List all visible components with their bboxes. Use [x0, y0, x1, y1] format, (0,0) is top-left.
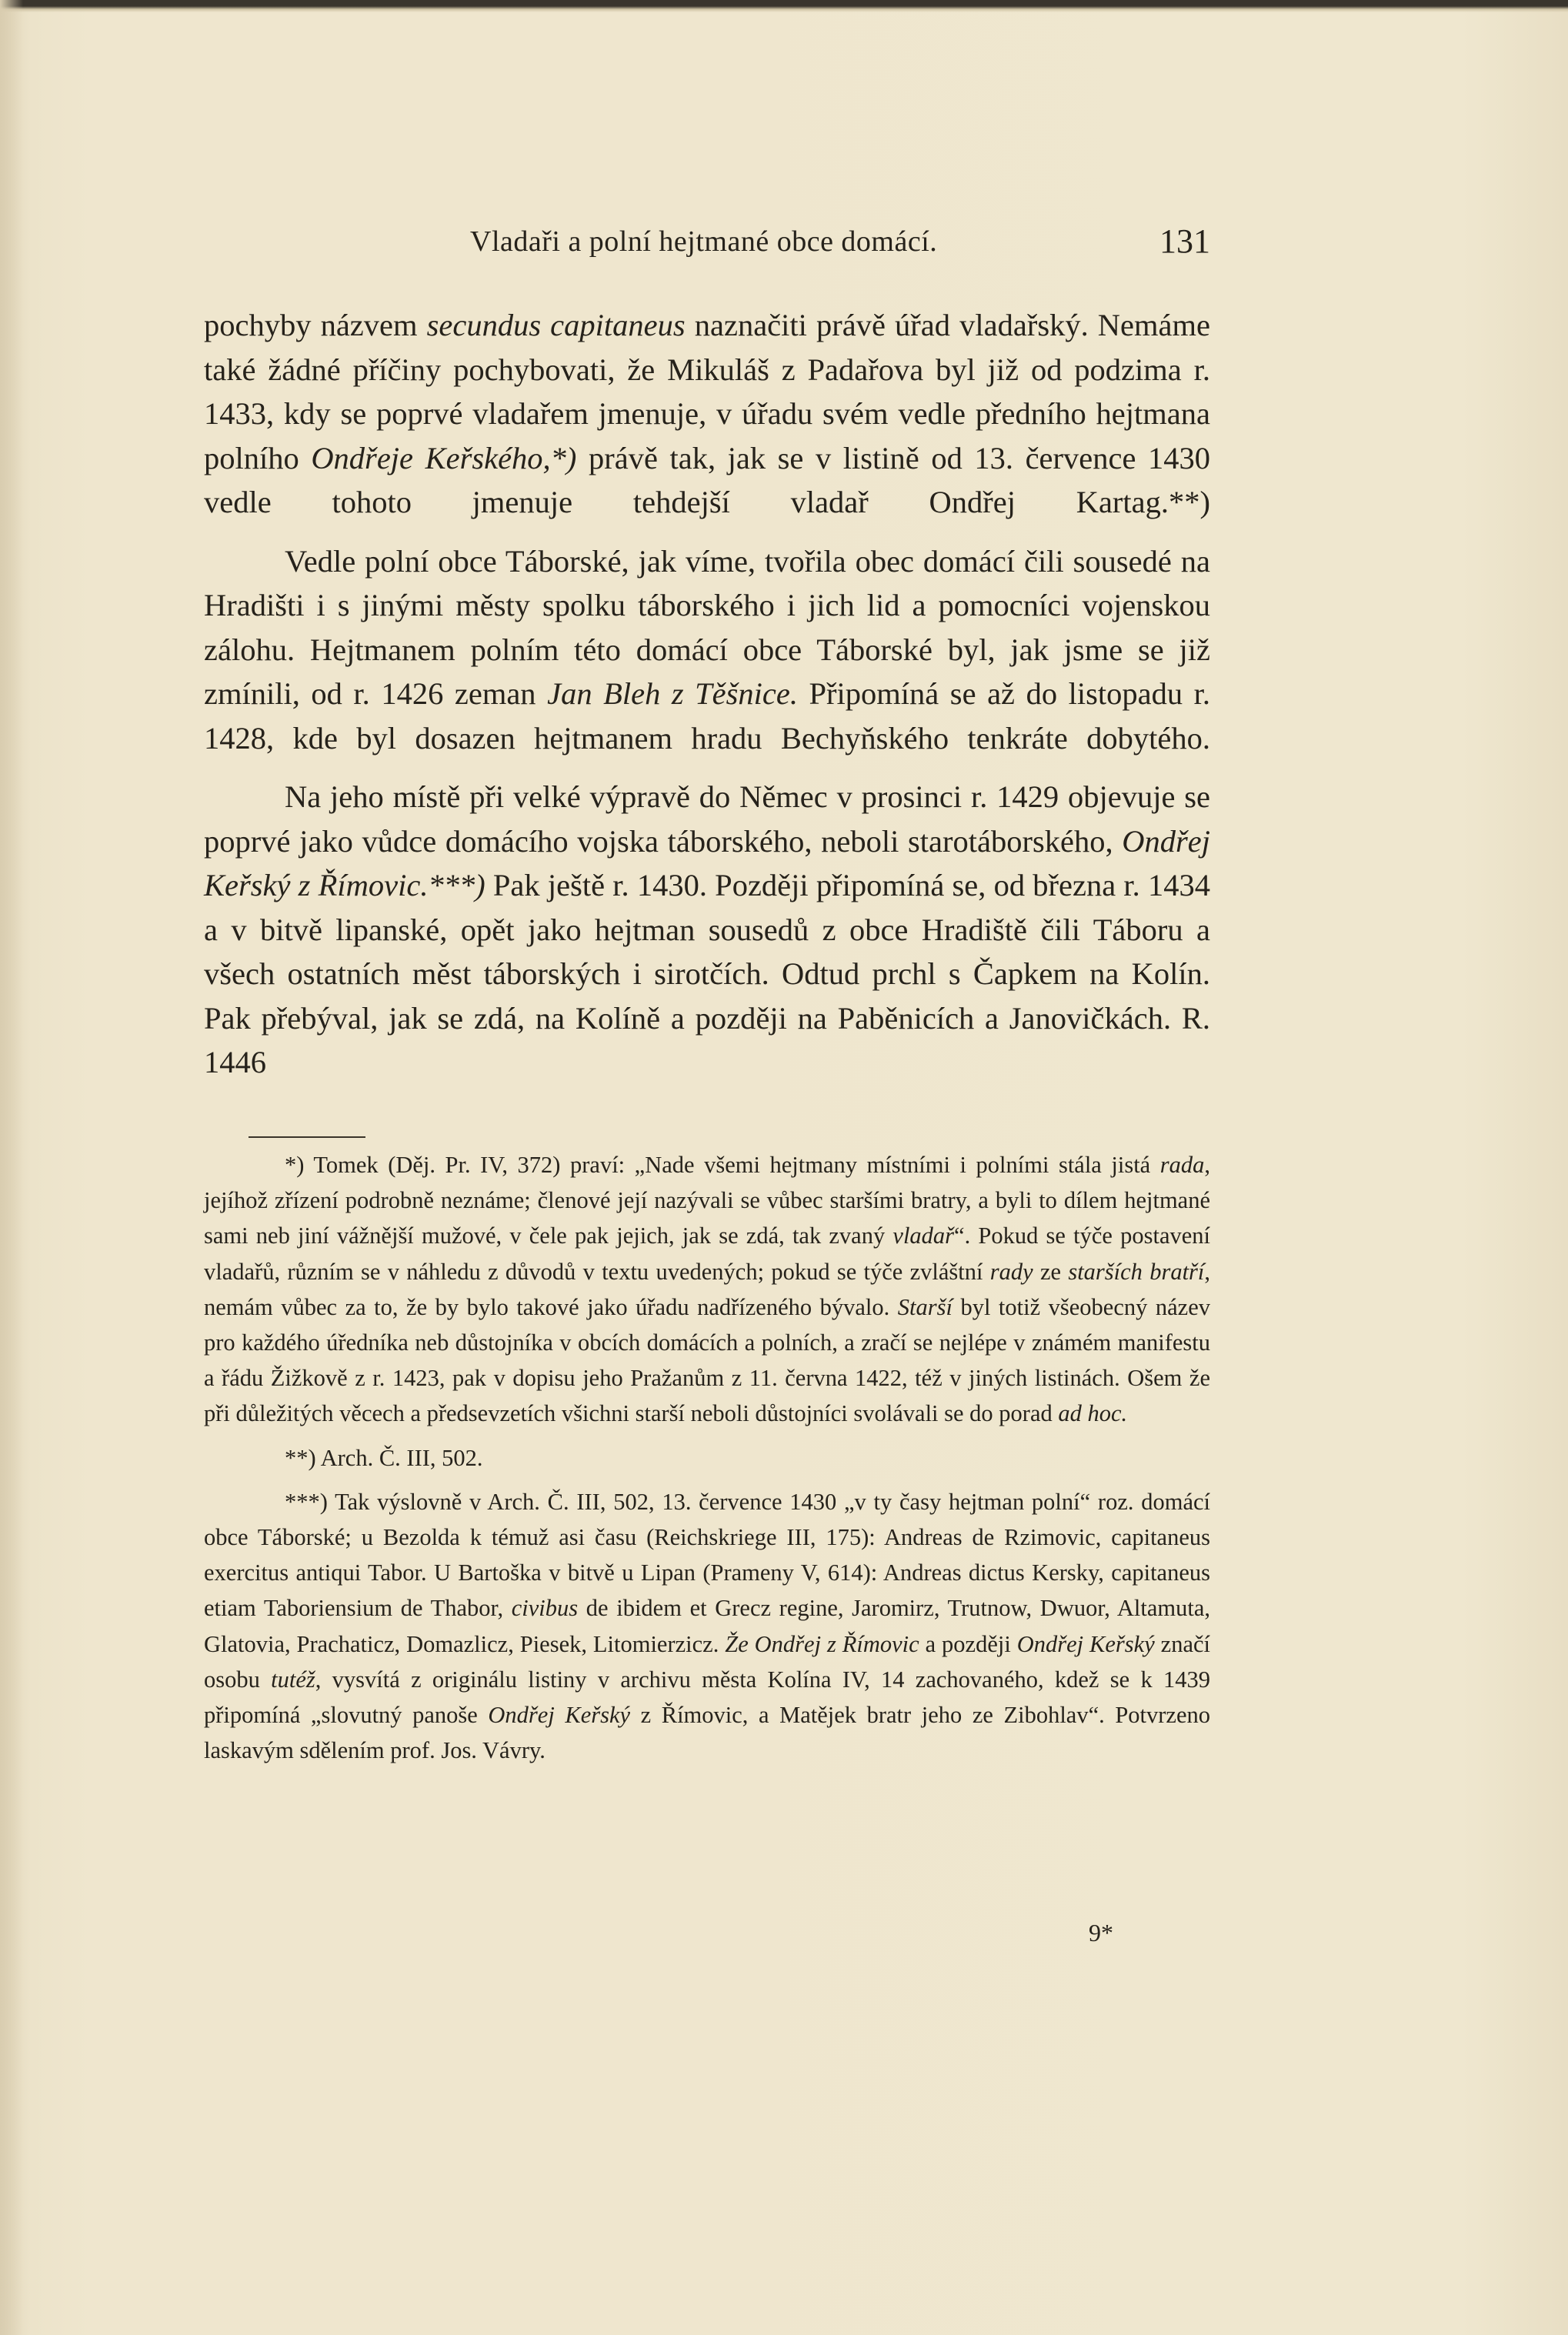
footnote-1: *) Tomek (Děj. Pr. IV, 372) praví: „Nade všemi hejtmany místními i polními stála jistá rada, jejíhož zřízení podrobně neznáme; členové její nazývali se vůbec staršími bratry, a byli to dílem hejtmané sami neb jiní vážnější mužové, v čele pak jejich, jak se zdá, tak zvaný vladař“. Pokud se týče postavení vladařů, různím se v náhledu z důvodů v textu uvedených; pokud se týče zvláštní rady ze starších bratří, nemám vůbec za to, že by bylo takové jako úřadu nadřízeného bývalo. Starší byl totiž všeobecný název pro každého úředníka neb důstojníka v obcích domácích a polních, a zračí se nejlépe v známém manifestu a řádu Žižkově z r. 1423, pak v dopisu jeho Pražanům z 11. června 1422, též v jiných listinách. Ošem že při důležitých věcech a předsevzetích všichni starší neboli důstojníci svolávali se do porad ad hoc. [204, 1152, 1211, 1427]
paragraph-2: Vedle polní obce Táborské, jak víme, tvořila obec domácí čili sousedé na Hradišti i s jinými městy spolku táborského i jich lid a pomocníci vojenskou zálohu. Hejtmanem polním této domácí obce Táborské byl, jak jsme se již zmínili, od r. 1426 zeman Jan Bleh z Těšnice. Připomíná se až do listopadu r. 1428, kde byl dosazen hejtmanem hradu Bechyňského tenkráte dobytého. [204, 543, 1211, 756]
footnote-2: **) Arch. Č. III, 502. [285, 1444, 483, 1471]
main-text [204, 303, 1210, 1085]
running-title: Vladaři a polní hejtmané obce domácí. [470, 225, 938, 258]
scan-gutter-shadow [0, 0, 23, 2335]
footnotes [204, 1147, 1210, 1768]
page-number: 131 [1159, 222, 1210, 260]
footnote-divider [249, 1136, 365, 1138]
paragraph-1: pochyby názvem secundus capitaneus naznačiti právě úřad vladařský. Nemáme také žádné příčiny pochybovati, že Mikuláš z Padařova byl již od podzima r. 1433, kdy se poprvé vladařem jmenuje, v úřadu svém vedle předního hejtmana polního Ondřeje Keřského,*) právě tak, jak se v listině od 13. července 1430 vedle tohoto jmenuje tehdejší vladař Ondřej Kartag.**) [204, 308, 1210, 519]
signature-mark: 9* [1089, 1919, 1113, 1946]
footnote-3: ***) Tak výslovně v Arch. Č. III, 502, 13. července 1430 „v ty časy hejtman polní“ roz. domácí obce Táborské; u Bezolda k témuž asi času (Reichskriege III, 175): Andreas de Rzimovic, capitaneus exercitus antiqui Tabor. U Bartoška v bitvě u Lipan (Prameny V, 614): Andreas dictus Kersky, capitaneus etiam Taboriensium de Thabor, civibus de ibidem et Grecz regine, Jaromirz, Trutnow, Dwuor, Altamuta, Glatovia, Prachaticz, Domazlicz, Piesek, Litomierzicz. Že Ondřej z Římovic a později Ondřej Keřský značí osobu tutéž, vysvítá z originálu listiny v archivu města Kolína IV, 14 zachovaného, kdež se k 1439 připomíná „slovutný panoše Ondřej Keřský z Římovic, a Matějek bratr jeho ze Zibohlav“. Potvrzeno laskavým sdělením prof. Jos. Vávry. [204, 1488, 1210, 1764]
scan-top-edge [0, 0, 1568, 12]
paragraph-3: Na jeho místě při velké výpravě do Němec v prosinci r. 1429 objevuje se poprvé jako vůdce domácího vojska táborského, neboli starotáborského, Ondřej Keřský z Římovic.***) Pak ještě r. 1430. Později připomíná se, od března r. 1434 a v bitvě lipanské, opět jako hejtman sousedů z obce Hradiště čili Táboru a všech ostatních měst táborských i sirotčích. Odtud prchl s Čapkem na Kolín. Pak přebýval, jak se zdá, na Kolíně a později na Paběnicích a Janovičkách. R. 1446 [204, 779, 1210, 1079]
running-head [204, 222, 1210, 271]
